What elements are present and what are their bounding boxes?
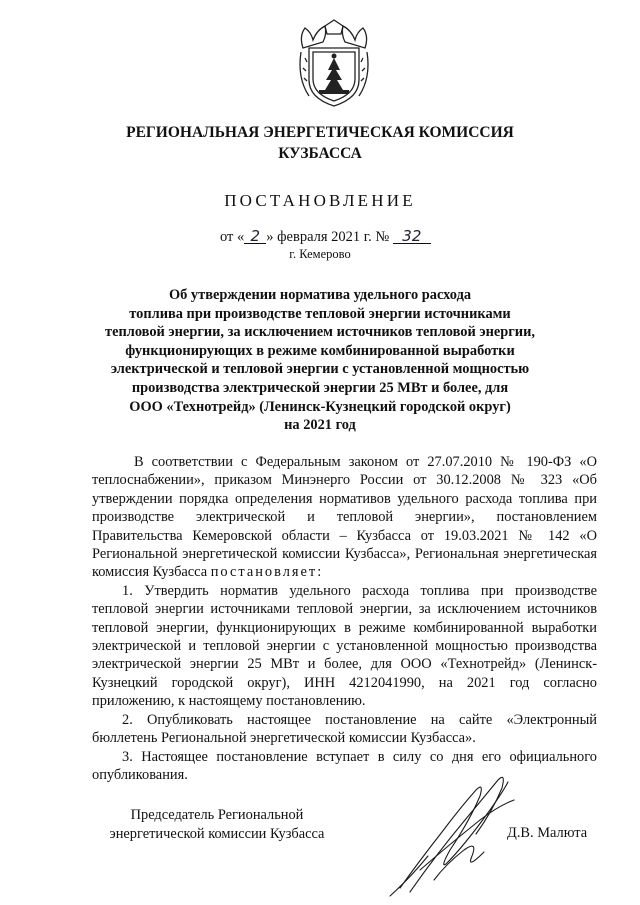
decree-item-2: 2. Опубликовать настоящее постановление на сайте «Электронный бюллетень Региональной энергетической комиссии Кузбасса». [92, 711, 597, 747]
signatory-position-line-2: энергетической комиссии Кузбасса [109, 826, 325, 842]
document-number-handwritten: 32 [393, 230, 431, 244]
subject-line: на 2021 год [284, 417, 356, 434]
coat-of-arms-icon [295, 18, 373, 110]
decree-item-1: 1. Утвердить норматив удельного расхода топлива при производстве тепловой энергии источниками тепловой энергии, за исключением источников тепловой энергии, функционирующих в режиме комбинированной выработки электрической и тепловой энергии с установленной мощностью производства электрической энергии 25 МВт и более, для ООО «Технотрейд» (Ленинск-Кузнецкий городской округ), ИНН 4212041990, на 2021 год согласно приложению, к настоящему постановлению. [92, 582, 597, 710]
subject-line: тепловой энергии, за исключением источников тепловой энергии, [105, 324, 535, 341]
organization-title [100, 122, 540, 164]
date-prefix: от « [220, 229, 245, 245]
preamble-paragraph [92, 453, 597, 582]
document-body [92, 453, 597, 784]
organization-title-line-1: РЕГИОНАЛЬНАЯ ЭНЕРГЕТИЧЕСКАЯ КОМИССИЯ [126, 124, 514, 141]
document-subject [92, 286, 548, 435]
signatory-position [92, 806, 342, 844]
subject-line: производства электрической энергии 25 МВт и более, для [131, 379, 509, 396]
subject-line: Об утверждении норматива удельного расхода [168, 287, 472, 303]
preamble-text: В соответствии с Федеральным законом от 27.07.2010 № 190-ФЗ «О теплоснабжении», приказом Минэнерго России от 30.12.2008 № 323 «Об утверждении порядка определения нормативов удельного расхода топлива при производстве электрической и тепловой энергии», постановлением Правительства Кемеровской области – Кузбасса от 19.03.2021 № 142 «О Региональной энергетической комиссии Кузбасса», Региональная энергетическая комиссия Кузбасса [92, 454, 597, 581]
city: г. Кемерово [289, 247, 351, 261]
signatory-name: Д.В. Малюта [507, 825, 588, 841]
decree-item-3: 3. Настоящее постановление вступает в силу со дня его официального опубликования. [92, 748, 597, 783]
decree-word: постановляет: [210, 564, 324, 581]
date-day-handwritten: 2 [244, 230, 266, 244]
document-date-line [220, 229, 431, 246]
subject-line: топлива при производстве тепловой энергии источниками [129, 305, 511, 322]
organization-title-line-2: КУЗБАССА [278, 145, 362, 162]
signatory-position-line-1: Председатель Региональной [130, 807, 304, 823]
subject-line: функционирующих в режиме комбинированной выработки [125, 342, 515, 359]
date-month-year: » февраля 2021 г. № [266, 229, 390, 245]
subject-line: ООО «Технотрейд» (Ленинск-Кузнецкий городской округ) [129, 398, 511, 415]
document-type: ПОСТАНОВЛЕНИЕ [224, 191, 416, 210]
subject-line: электрической и тепловой энергии с установленной мощностью [110, 361, 530, 378]
